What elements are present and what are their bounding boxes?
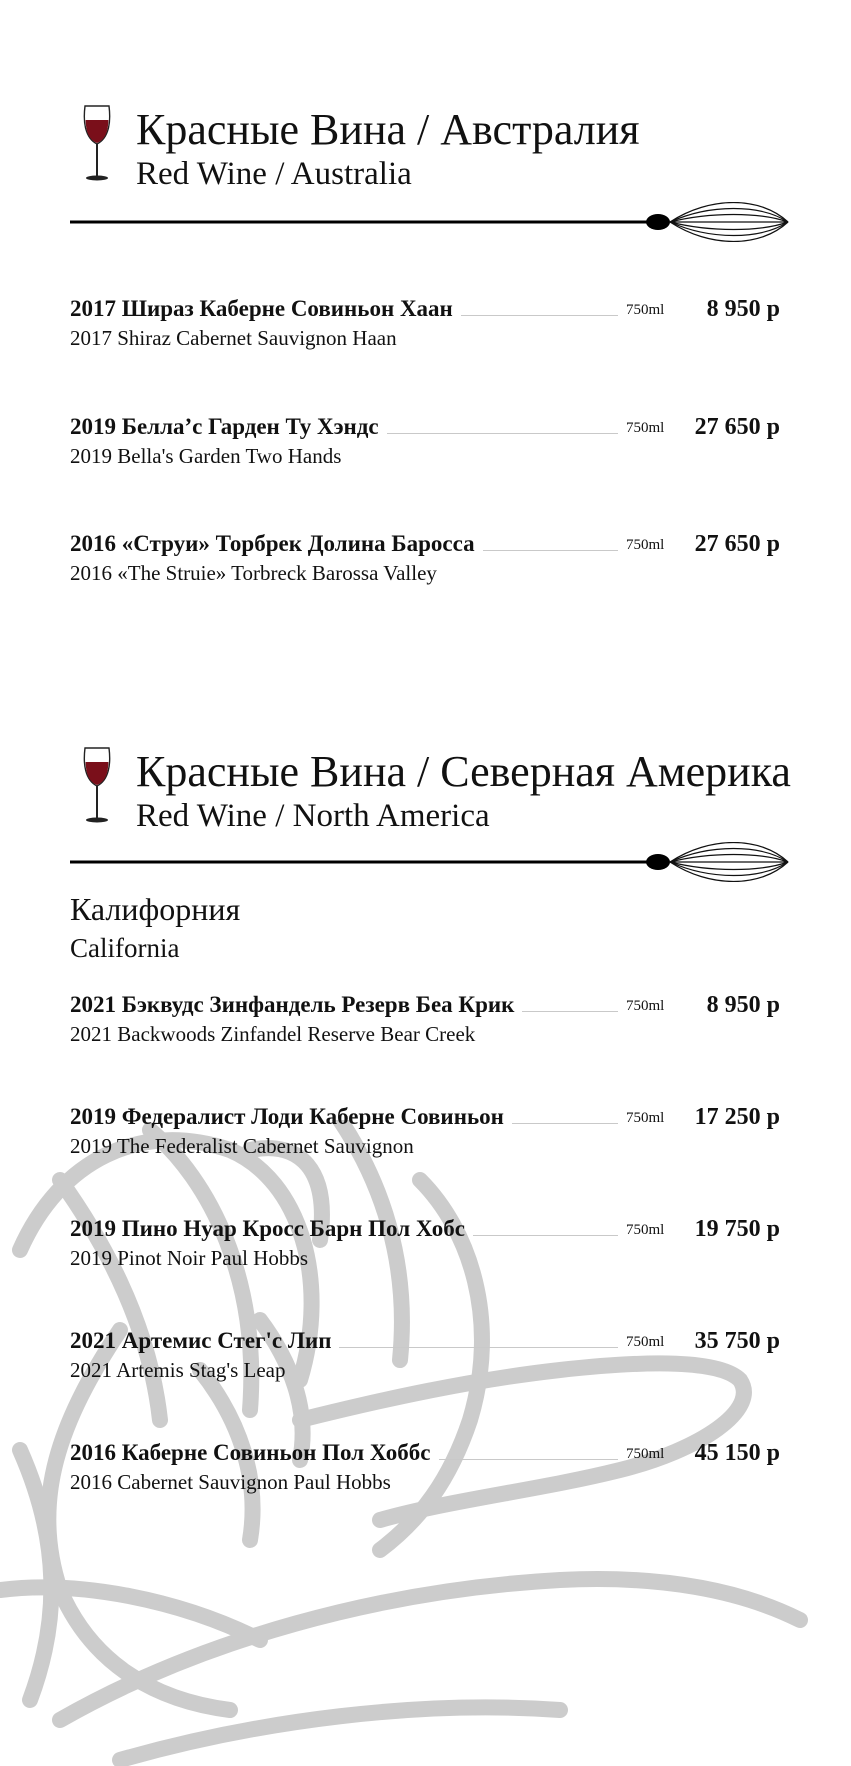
fan-ornament (670, 843, 788, 882)
wine-item (70, 1098, 780, 1162)
wine-volume: 750ml (626, 537, 665, 553)
wine-volume: 750ml (626, 1334, 665, 1350)
wine-name-en: 2019 Pinot Noir Paul Hobbs (70, 1246, 309, 1270)
wine-volume: 750ml (626, 1222, 665, 1238)
wine-volume: 750ml (626, 420, 665, 436)
wine-name-ru: 2016 Каберне Совиньон Пол Хоббс (70, 1440, 431, 1465)
dotted-leader (473, 1235, 618, 1236)
dotted-leader (483, 550, 618, 551)
wine-price: 17 250 р (694, 1104, 780, 1130)
section-divider (70, 202, 790, 242)
section-header-australia (70, 104, 790, 234)
wine-price: 8 950 р (706, 992, 780, 1018)
wine-price: 8 950 р (706, 296, 780, 322)
wine-name-ru: 2017 Шираз Каберне Совиньон Хаан (70, 296, 453, 321)
section-title-en: Red Wine / Australia (136, 156, 412, 192)
wine-price: 19 750 р (694, 1216, 780, 1242)
wine-item (70, 1322, 780, 1386)
wine-item (70, 1210, 780, 1274)
dotted-leader (522, 1011, 618, 1012)
region-title-ru: Калифорния (70, 891, 241, 927)
wine-volume: 750ml (626, 302, 665, 318)
wine-name-ru: 2021 Бэквудс Зинфандель Резерв Беа Крик (70, 992, 515, 1017)
wine-item (70, 1434, 780, 1498)
wine-item (70, 986, 780, 1050)
wine-volume: 750ml (626, 1446, 665, 1462)
wine-price: 35 750 р (694, 1328, 780, 1354)
dotted-leader (512, 1123, 618, 1124)
dotted-leader (439, 1459, 618, 1460)
wine-glass-icon (82, 104, 112, 186)
wine-name-en: 2017 Shiraz Cabernet Sauvignon Haan (70, 326, 397, 350)
wine-volume: 750ml (626, 1110, 665, 1126)
wine-name-ru: 2021 Артемис Стег'с Лип (70, 1328, 332, 1353)
fan-ornament (670, 203, 788, 242)
wine-item (70, 290, 780, 354)
wine-item (70, 408, 780, 472)
section-divider (70, 842, 790, 882)
section-title-ru: Красные Вина / Австралия (136, 105, 640, 154)
region-title-en: California (70, 933, 180, 963)
wine-name-ru: 2019 Федералист Лоди Каберне Совиньон (70, 1104, 504, 1129)
wine-price: 27 650 р (694, 414, 780, 440)
wine-name-en: 2016 «The Struie» Torbreck Barossa Valley (70, 561, 437, 585)
wine-item (70, 525, 780, 589)
dotted-leader (339, 1347, 618, 1348)
wine-name-en: 2016 Cabernet Sauvignon Paul Hobbs (70, 1470, 391, 1494)
section-header-north-america (70, 746, 790, 876)
section-title-ru: Красные Вина / Северная Америка (136, 747, 791, 796)
wine-name-ru: 2019 Белла’с Гарден Ту Хэндс (70, 414, 379, 439)
wine-volume: 750ml (626, 998, 665, 1014)
wine-name-ru: 2019 Пино Нуар Кросс Барн Пол Хобс (70, 1216, 466, 1241)
wine-price: 27 650 р (694, 531, 780, 557)
dotted-leader (461, 315, 618, 316)
wine-name-en: 2021 Artemis Stag's Leap (70, 1358, 286, 1382)
wine-glass-icon (82, 746, 112, 828)
dotted-leader (387, 433, 618, 434)
wine-name-en: 2019 Bella's Garden Two Hands (70, 444, 342, 468)
wine-price: 45 150 р (694, 1440, 780, 1466)
wine-name-en: 2019 The Federalist Cabernet Sauvignon (70, 1134, 414, 1158)
wine-name-en: 2021 Backwoods Zinfandel Reserve Bear Creek (70, 1022, 476, 1046)
section-title-en: Red Wine / North America (136, 798, 490, 834)
wine-name-ru: 2016 «Струи» Торбрек Долина Баросса (70, 531, 475, 556)
